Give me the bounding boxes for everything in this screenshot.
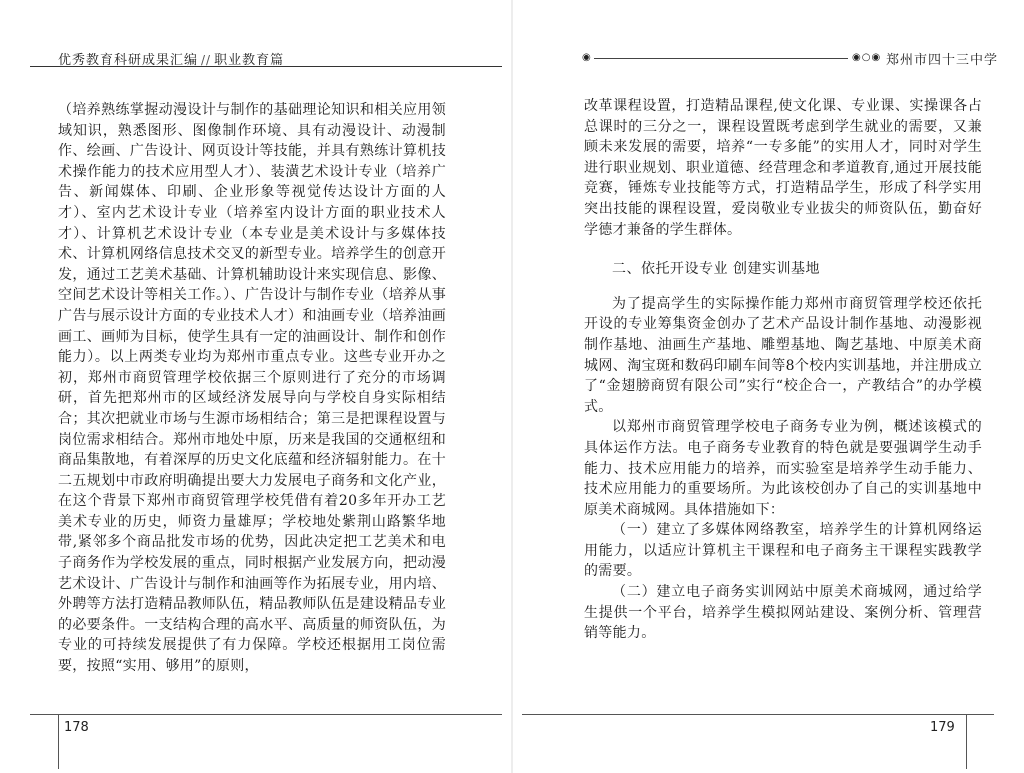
footer-rule [30,714,502,715]
paragraph: 为了提高学生的实际操作能力郑州市商贸管理学校还依托开设的专业筹集资金创办了艺术产品设计制作基地、动漫影视制作基地、油画生产基地、雕塑基地、陶艺基地、中原美术商城网、淘宝斑和数码印刷车间等8个校内实训基地，并注册成立了“金翅膀商贸有限公司”实行“校企合一，产教结合”的办学模式。 [584,295,982,415]
header-rule [594,58,848,59]
school-name: 郑州市四十三中学 [886,53,999,68]
header-ornament-icon: ◉○◉ [852,52,882,63]
right-body-text [584,96,982,644]
header-rule [30,66,502,67]
header-bullet-icon: ◉ [582,52,591,63]
footer-tick [58,714,59,769]
page-number: 179 [930,720,955,735]
section-title: 职业教育篇 [214,53,285,68]
paragraph: 改革课程设置，打造精品课程,使文化课、专业课、实操课各占总课时的三分之一，课程设置既考虑到学生就业的需要，又兼顾未来发展的需要，培养“一专多能”的实用人才，同时对学生进行职业规划、职业道德、经营理念和孝道教育,通过开展技能竞赛，锤炼专业技能等方式，打造精品学生，形成了科学实用突出技能的课程设置，爱岗敬业专业拔尖的师资队伍，勤奋好学德才兼备的学生群体。 [584,98,982,238]
book-title: 优秀教育科研成果汇编 [58,53,199,68]
header-separator: // [201,53,212,67]
section-heading: 二、依托开设专业 创建实训基地 [612,261,820,278]
paragraph: （二）建立电子商务实训网站中原美术商城网，通过给学生提供一个平台，培养学生模拟网站建设、案例分析、管理营销等能力。 [584,584,982,642]
page-number: 178 [64,720,89,735]
right-page [512,0,1024,773]
paragraph: 以郑州市商贸管理学校电子商务专业为例，概述该模式的具体运作方法。电子商务专业教育的特色就是要强调学生动手能力、技术应用能力的培养，而实验室是培养学生动手能力、技术应用能力的重要场所。为此该校创办了自己的实训基地中原美术商城网。具体措施如下： [584,419,982,518]
left-body-text [58,100,446,677]
paragraph: （一）建立了多媒体网络教室，培养学生的计算机网络运用能力，以适应计算机主干课程和电子商务主干课程实践教学的需要。 [584,522,982,580]
footer-tick [966,714,967,769]
paragraph: （培养熟练掌握动漫设计与制作的基础理论知识和相关应用领域知识，熟悉图形、图像制作环境、具有动漫设计、动漫制作、绘画、广告设计、网页设计等技能，并具有熟练计算机技术操作能力的技术应用型人才）、装潢艺术设计专业（培养广告、新闻媒体、印刷、企业形象等视觉传达设计方面的人才）、室内艺术设计专业（培养室内设计方面的职业技术人才）、计算机艺术设计专业（本专业是美术设计与多媒体技术、计算机网络信息技术交叉的新型专业。培养学生的创意开发，通过工艺美术基础、计算机辅助设计来实现信息、影像、空间艺术设计等相关工作。）、广告设计与制作专业（培养从事广告与展示设计方面的专业技术人才）和油画专业（培养油画画工、画师为目标，使学生具有一定的油画设计、制作和创作能力）。以上两类专业均为郑州市重点专业。这些专业开办之初，郑州市商贸管理学校依据三个原则进行了充分的市场调研，首先把郑州市的区域经济发展导向与学校自身实际相结合；其次把就业市场与生源市场相结合；第三是把课程设置与岗位需求相结合。郑州市地处中原，历来是我国的交通枢纽和商品集散地，有着深厚的历史文化底蕴和经济辐射能力。在十二五规划中市政府明确提出要大力发展电子商务和文化产业，在这个背景下郑州市商贸管理学校凭借有着20多年开办工艺美术专业的历史，师资力量雄厚；学校地处紫荆山路繁华地带,紧邻多个商品批发市场的优势，因此决定把工艺美术和电子商务作为学校发展的重点，同时根据产业发展方向，把动漫艺术设计、广告设计与制作和油画等作为拓展专业，用内培、外聘等方法打造精品教师队伍，精品教师队伍是建设精品专业的必要条件。一支结构合理的高水平、高质量的师资队伍，为专业的可持续发展提供了有力保障。学校还根据用工岗位需要，按照“实用、够用”的原则， [58,102,446,675]
footer-rule [522,714,994,715]
